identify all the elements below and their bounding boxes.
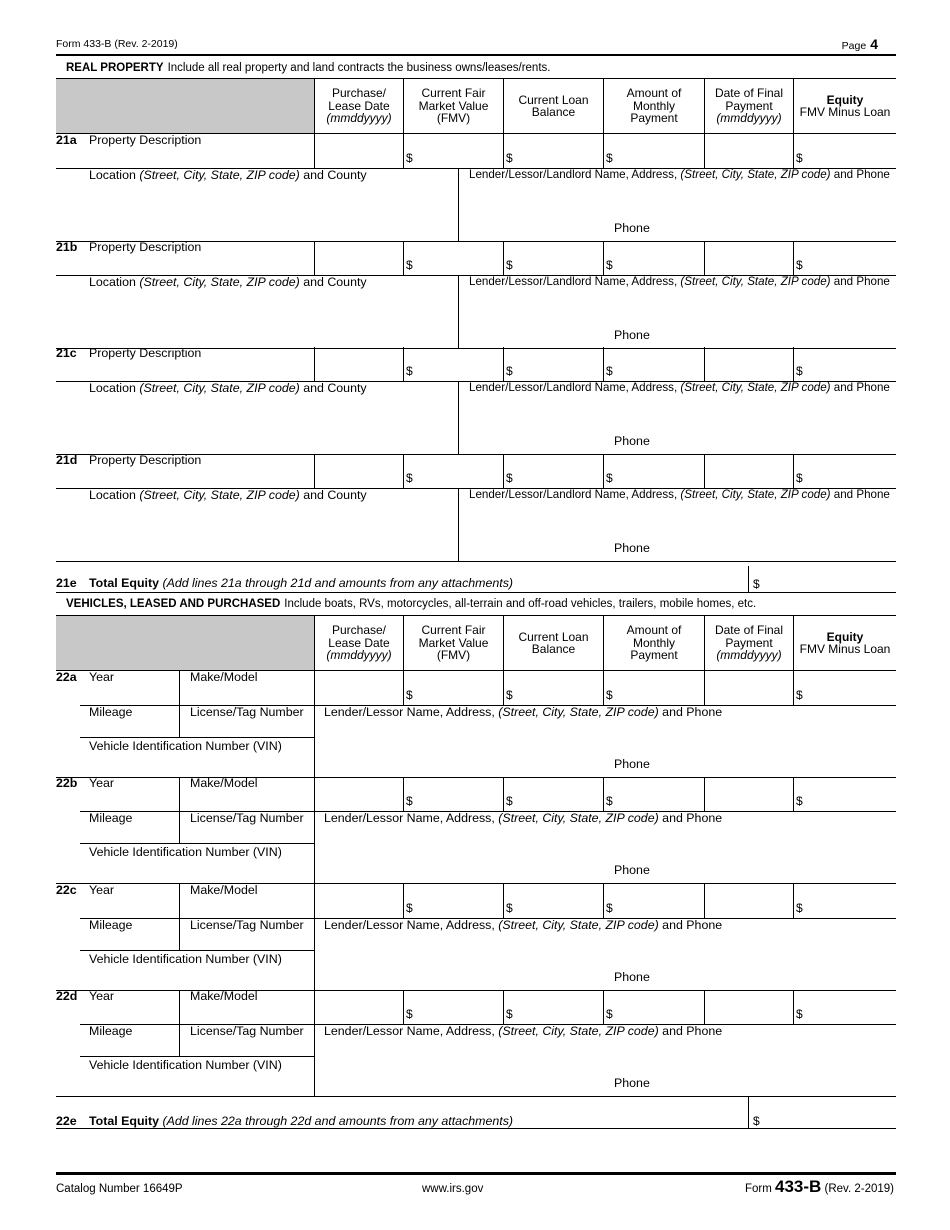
dollar-sign: $ [606, 364, 613, 378]
final-payment-date-field[interactable] [705, 347, 792, 379]
license-tag-input[interactable] [180, 812, 313, 842]
line-number: 21a [56, 133, 77, 147]
vehicles-column-headers [56, 615, 896, 671]
license-tag-label: License/Tag Number [190, 1024, 304, 1038]
vin-input[interactable] [80, 968, 313, 988]
loan-balance-field[interactable] [504, 884, 602, 916]
vehicles-title: VEHICLES, LEASED AND PURCHASED Include boats, RVs, motorcycles, all-terrain and off-road vehicles, trailers, mobile homes, etc. [66, 598, 757, 610]
mileage-label: Mileage [89, 918, 133, 932]
dollar-sign: $ [796, 258, 803, 272]
dollar-sign: $ [506, 794, 513, 808]
lender-label: Lender/Lessor Name, Address, (Street, City, State, ZIP code) and Phone [324, 918, 723, 932]
dollar-sign: $ [796, 901, 803, 915]
dollar-sign: $ [506, 688, 513, 702]
line-number: 21d [56, 453, 78, 467]
dollar-sign: $ [406, 151, 413, 165]
property-description-input[interactable] [56, 347, 313, 380]
final-payment-date-field[interactable] [705, 884, 792, 916]
col-monthly-payment: Amount of Monthly Payment [603, 616, 704, 670]
license-tag-label: License/Tag Number [190, 918, 304, 932]
property-row [56, 454, 896, 561]
real-property-column-headers [56, 78, 896, 134]
final-payment-date-field[interactable] [705, 134, 792, 166]
final-payment-date-field[interactable] [705, 241, 792, 273]
monthly-payment-field[interactable] [604, 134, 703, 166]
final-payment-date-field[interactable] [705, 990, 792, 1022]
property-row [56, 134, 896, 241]
location-lender-divider [458, 488, 459, 561]
final-payment-date-field[interactable] [705, 454, 792, 486]
dollar-sign: $ [506, 151, 513, 165]
make-model-input[interactable] [180, 777, 313, 810]
col-fmv: Current Fair Market Value (FMV) [403, 616, 503, 670]
lender-input[interactable] [460, 184, 894, 220]
equity-field[interactable] [794, 777, 895, 809]
mileage-label: Mileage [89, 1024, 133, 1038]
fmv-field[interactable] [404, 347, 502, 379]
col-equity: Equity FMV Minus Loan [793, 79, 896, 133]
col-monthly-payment: Amount of Monthly Payment [603, 79, 704, 133]
line-number: 22a [56, 670, 77, 684]
fmv-field[interactable] [404, 777, 502, 809]
phone-label: Phone [614, 434, 650, 448]
location-lender-divider [458, 275, 459, 348]
form-footer-id: Form 433-B (Rev. 2-2019) [744, 1177, 894, 1196]
total-equity-field[interactable] [750, 1098, 896, 1127]
purchase-date-field[interactable] [315, 241, 402, 273]
property-description-label: Property Description [89, 453, 202, 467]
col-purchase-date: Purchase/ Lease Date (mmddyyyy) [314, 616, 403, 670]
dollar-sign: $ [406, 364, 413, 378]
form-id: Form 433-B (Rev. 2-2019) [56, 38, 178, 50]
equity-field[interactable] [794, 347, 895, 379]
monthly-payment-field[interactable] [604, 241, 703, 273]
loan-balance-field[interactable] [504, 777, 602, 809]
make-model-input[interactable] [180, 884, 313, 917]
year-input[interactable] [80, 990, 178, 1023]
dollar-sign: $ [406, 901, 413, 915]
purchase-date-field[interactable] [315, 454, 402, 486]
dollar-sign: $ [606, 151, 613, 165]
fmv-field[interactable] [404, 884, 502, 916]
dollar-sign: $ [506, 1007, 513, 1021]
real-property-section [56, 58, 896, 598]
page-header [56, 38, 896, 56]
location-label: Location (Street, City, State, ZIP code) and County [89, 381, 367, 395]
property-description-input[interactable] [56, 454, 313, 487]
location-input[interactable] [56, 184, 456, 234]
lender-divider [314, 918, 315, 990]
equity-field[interactable] [794, 134, 895, 166]
license-tag-input[interactable] [180, 919, 313, 949]
monthly-payment-field[interactable] [604, 884, 703, 916]
phone-label: Phone [614, 757, 650, 771]
vin-label: Vehicle Identification Number (VIN) [89, 1058, 282, 1072]
dollar-sign: $ [406, 688, 413, 702]
lender-input[interactable] [460, 504, 894, 540]
line-number: 21b [56, 240, 78, 254]
mileage-input[interactable] [80, 919, 178, 949]
property-row [56, 241, 896, 348]
property-description-label: Property Description [89, 133, 202, 147]
monthly-payment-field[interactable] [604, 347, 703, 379]
dollar-sign: $ [506, 258, 513, 272]
dollar-sign: $ [796, 794, 803, 808]
phone-label: Phone [614, 1076, 650, 1090]
dollar-sign: $ [406, 794, 413, 808]
purchase-date-field[interactable] [315, 347, 402, 379]
total-divider [748, 1096, 749, 1128]
dollar-sign: $ [606, 794, 613, 808]
lender-label: Lender/Lessor/Landlord Name, Address, (Street, City, State, ZIP code) and Phone [469, 381, 890, 394]
vehicle-row [56, 671, 896, 777]
year-input[interactable] [80, 671, 178, 704]
property-row [56, 347, 896, 454]
line-number: 22e [56, 1114, 77, 1128]
row-divider [80, 843, 314, 844]
fmv-field[interactable] [404, 990, 502, 1022]
purchase-date-field[interactable] [315, 671, 402, 703]
header-shaded-cell [56, 616, 314, 670]
year-label: Year [89, 776, 115, 790]
make-model-label: Make/Model [190, 776, 258, 790]
dollar-sign: $ [406, 1007, 413, 1021]
license-tag-input[interactable] [180, 1025, 313, 1055]
location-label: Location (Street, City, State, ZIP code) and County [89, 488, 367, 502]
final-payment-date-field[interactable] [705, 671, 792, 703]
vin-label: Vehicle Identification Number (VIN) [89, 739, 282, 753]
loan-balance-field[interactable] [504, 134, 602, 166]
fmv-field[interactable] [404, 134, 502, 166]
vin-input[interactable] [80, 1074, 313, 1094]
license-tag-label: License/Tag Number [190, 811, 304, 825]
line-number: 22b [56, 776, 78, 790]
location-input[interactable] [56, 504, 456, 554]
equity-field[interactable] [794, 884, 895, 916]
col-loan-balance: Current Loan Balance [503, 79, 603, 133]
dollar-sign: $ [506, 364, 513, 378]
location-lender-divider [458, 381, 459, 454]
dollar-sign: $ [796, 151, 803, 165]
final-payment-date-field[interactable] [705, 777, 792, 809]
fmv-field[interactable] [404, 671, 502, 703]
loan-balance-field[interactable] [504, 241, 602, 273]
lender-input[interactable] [316, 934, 894, 970]
loan-balance-field[interactable] [504, 454, 602, 486]
loan-balance-field[interactable] [504, 990, 602, 1022]
dollar-sign: $ [406, 471, 413, 485]
dollar-sign: $ [796, 1007, 803, 1021]
fmv-field[interactable] [404, 241, 502, 273]
location-input[interactable] [56, 397, 456, 447]
lender-label: Lender/Lessor/Landlord Name, Address, (Street, City, State, ZIP code) and Phone [469, 168, 890, 181]
dollar-sign: $ [406, 258, 413, 272]
catalog-number: Catalog Number 16649P [56, 1183, 183, 1195]
mileage-input[interactable] [80, 706, 178, 736]
total-equity-row [56, 1096, 896, 1128]
row-divider [80, 1056, 314, 1057]
page-footer [56, 1172, 896, 1202]
header-shaded-cell [56, 79, 314, 133]
purchase-date-field[interactable] [315, 777, 402, 809]
make-model-input[interactable] [180, 990, 313, 1023]
dollar-sign: $ [753, 1114, 760, 1128]
dollar-sign: $ [796, 688, 803, 702]
vehicles-section [56, 594, 896, 1134]
lender-input[interactable] [316, 721, 894, 757]
property-description-label: Property Description [89, 240, 202, 254]
row-divider [80, 737, 314, 738]
year-input[interactable] [80, 884, 178, 917]
make-model-label: Make/Model [190, 989, 258, 1003]
col-loan-balance: Current Loan Balance [503, 616, 603, 670]
phone-label: Phone [614, 863, 650, 877]
vin-label: Vehicle Identification Number (VIN) [89, 845, 282, 859]
col-final-payment: Date of Final Payment (mmddyyyy) [704, 616, 793, 670]
phone-label: Phone [614, 541, 650, 555]
lender-input[interactable] [460, 397, 894, 433]
lender-label: Lender/Lessor Name, Address, (Street, City, State, ZIP code) and Phone [324, 705, 723, 719]
line-number: 21e [56, 576, 77, 590]
row-bottom-rule [56, 592, 896, 593]
dollar-sign: $ [606, 688, 613, 702]
phone-label: Phone [614, 328, 650, 342]
location-lender-divider [458, 168, 459, 241]
lender-label: Lender/Lessor Name, Address, (Street, City, State, ZIP code) and Phone [324, 1024, 723, 1038]
dollar-sign: $ [606, 258, 613, 272]
dollar-sign: $ [796, 364, 803, 378]
irs-website: www.irs.gov [422, 1183, 484, 1195]
property-description-input[interactable] [56, 241, 313, 274]
purchase-date-field[interactable] [315, 134, 402, 166]
mileage-label: Mileage [89, 811, 133, 825]
lender-input[interactable] [460, 291, 894, 327]
purchase-date-field[interactable] [315, 884, 402, 916]
equity-field[interactable] [794, 241, 895, 273]
equity-field[interactable] [794, 671, 895, 703]
line-number: 21c [56, 346, 77, 360]
year-input[interactable] [80, 777, 178, 810]
dollar-sign: $ [606, 901, 613, 915]
lender-input[interactable] [316, 1040, 894, 1076]
dollar-sign: $ [606, 1007, 613, 1021]
monthly-payment-field[interactable] [604, 454, 703, 486]
col-equity: Equity FMV Minus Loan [793, 616, 896, 670]
year-label: Year [89, 670, 115, 684]
monthly-payment-field[interactable] [604, 777, 703, 809]
location-label: Location (Street, City, State, ZIP code) and County [89, 275, 367, 289]
lender-divider [314, 705, 315, 777]
line-number: 22c [56, 883, 77, 897]
lender-label: Lender/Lessor/Landlord Name, Address, (Street, City, State, ZIP code) and Phone [469, 275, 890, 288]
page-indicator: Page 4 [841, 36, 878, 52]
make-model-input[interactable] [180, 671, 313, 704]
license-tag-input[interactable] [180, 706, 313, 736]
purchase-date-field[interactable] [315, 990, 402, 1022]
dollar-sign: $ [753, 577, 760, 591]
total-equity-field[interactable] [750, 566, 896, 592]
dollar-sign: $ [796, 471, 803, 485]
license-tag-label: License/Tag Number [190, 705, 304, 719]
col-fmv: Current Fair Market Value (FMV) [403, 79, 503, 133]
vin-input[interactable] [80, 755, 313, 775]
property-description-label: Property Description [89, 346, 202, 360]
year-label: Year [89, 883, 115, 897]
year-label: Year [89, 989, 115, 1003]
location-label: Location (Street, City, State, ZIP code) and County [89, 168, 367, 182]
make-model-label: Make/Model [190, 883, 258, 897]
fmv-field[interactable] [404, 454, 502, 486]
equity-field[interactable] [794, 454, 895, 486]
row-bottom-rule [56, 1128, 896, 1129]
vehicle-row [56, 777, 896, 883]
lender-label: Lender/Lessor Name, Address, (Street, City, State, ZIP code) and Phone [324, 811, 723, 825]
make-model-label: Make/Model [190, 670, 258, 684]
total-divider [748, 566, 749, 592]
location-input[interactable] [56, 291, 456, 341]
monthly-payment-field[interactable] [604, 671, 703, 703]
lender-divider [314, 811, 315, 883]
mileage-input[interactable] [80, 1025, 178, 1055]
vehicle-row [56, 884, 896, 990]
equity-field[interactable] [794, 990, 895, 1022]
mileage-input[interactable] [80, 812, 178, 842]
vin-input[interactable] [80, 861, 313, 881]
total-equity-label: Total Equity (Add lines 22a through 22d and amounts from any attachments) [89, 1114, 514, 1128]
page-number: 4 [870, 36, 878, 52]
dollar-sign: $ [506, 471, 513, 485]
real-property-title: REAL PROPERTY Include all real property and land contracts the business owns/leases/rents. [66, 62, 551, 74]
dollar-sign: $ [506, 901, 513, 915]
loan-balance-field[interactable] [504, 347, 602, 379]
lender-input[interactable] [316, 827, 894, 863]
col-final-payment: Date of Final Payment (mmddyyyy) [704, 79, 793, 133]
mileage-label: Mileage [89, 705, 133, 719]
total-equity-row [56, 560, 896, 592]
vin-label: Vehicle Identification Number (VIN) [89, 952, 282, 966]
dollar-sign: $ [606, 471, 613, 485]
property-description-input[interactable] [56, 134, 313, 167]
row-divider [80, 950, 314, 951]
lender-label: Lender/Lessor/Landlord Name, Address, (Street, City, State, ZIP code) and Phone [469, 488, 890, 501]
col-purchase-date: Purchase/ Lease Date (mmddyyyy) [314, 79, 403, 133]
phone-label: Phone [614, 221, 650, 235]
total-equity-label: Total Equity (Add lines 21a through 21d and amounts from any attachments) [89, 576, 514, 590]
lender-divider [314, 1024, 315, 1096]
phone-label: Phone [614, 970, 650, 984]
monthly-payment-field[interactable] [604, 990, 703, 1022]
line-number: 22d [56, 989, 78, 1003]
vehicle-row [56, 990, 896, 1096]
loan-balance-field[interactable] [504, 671, 602, 703]
